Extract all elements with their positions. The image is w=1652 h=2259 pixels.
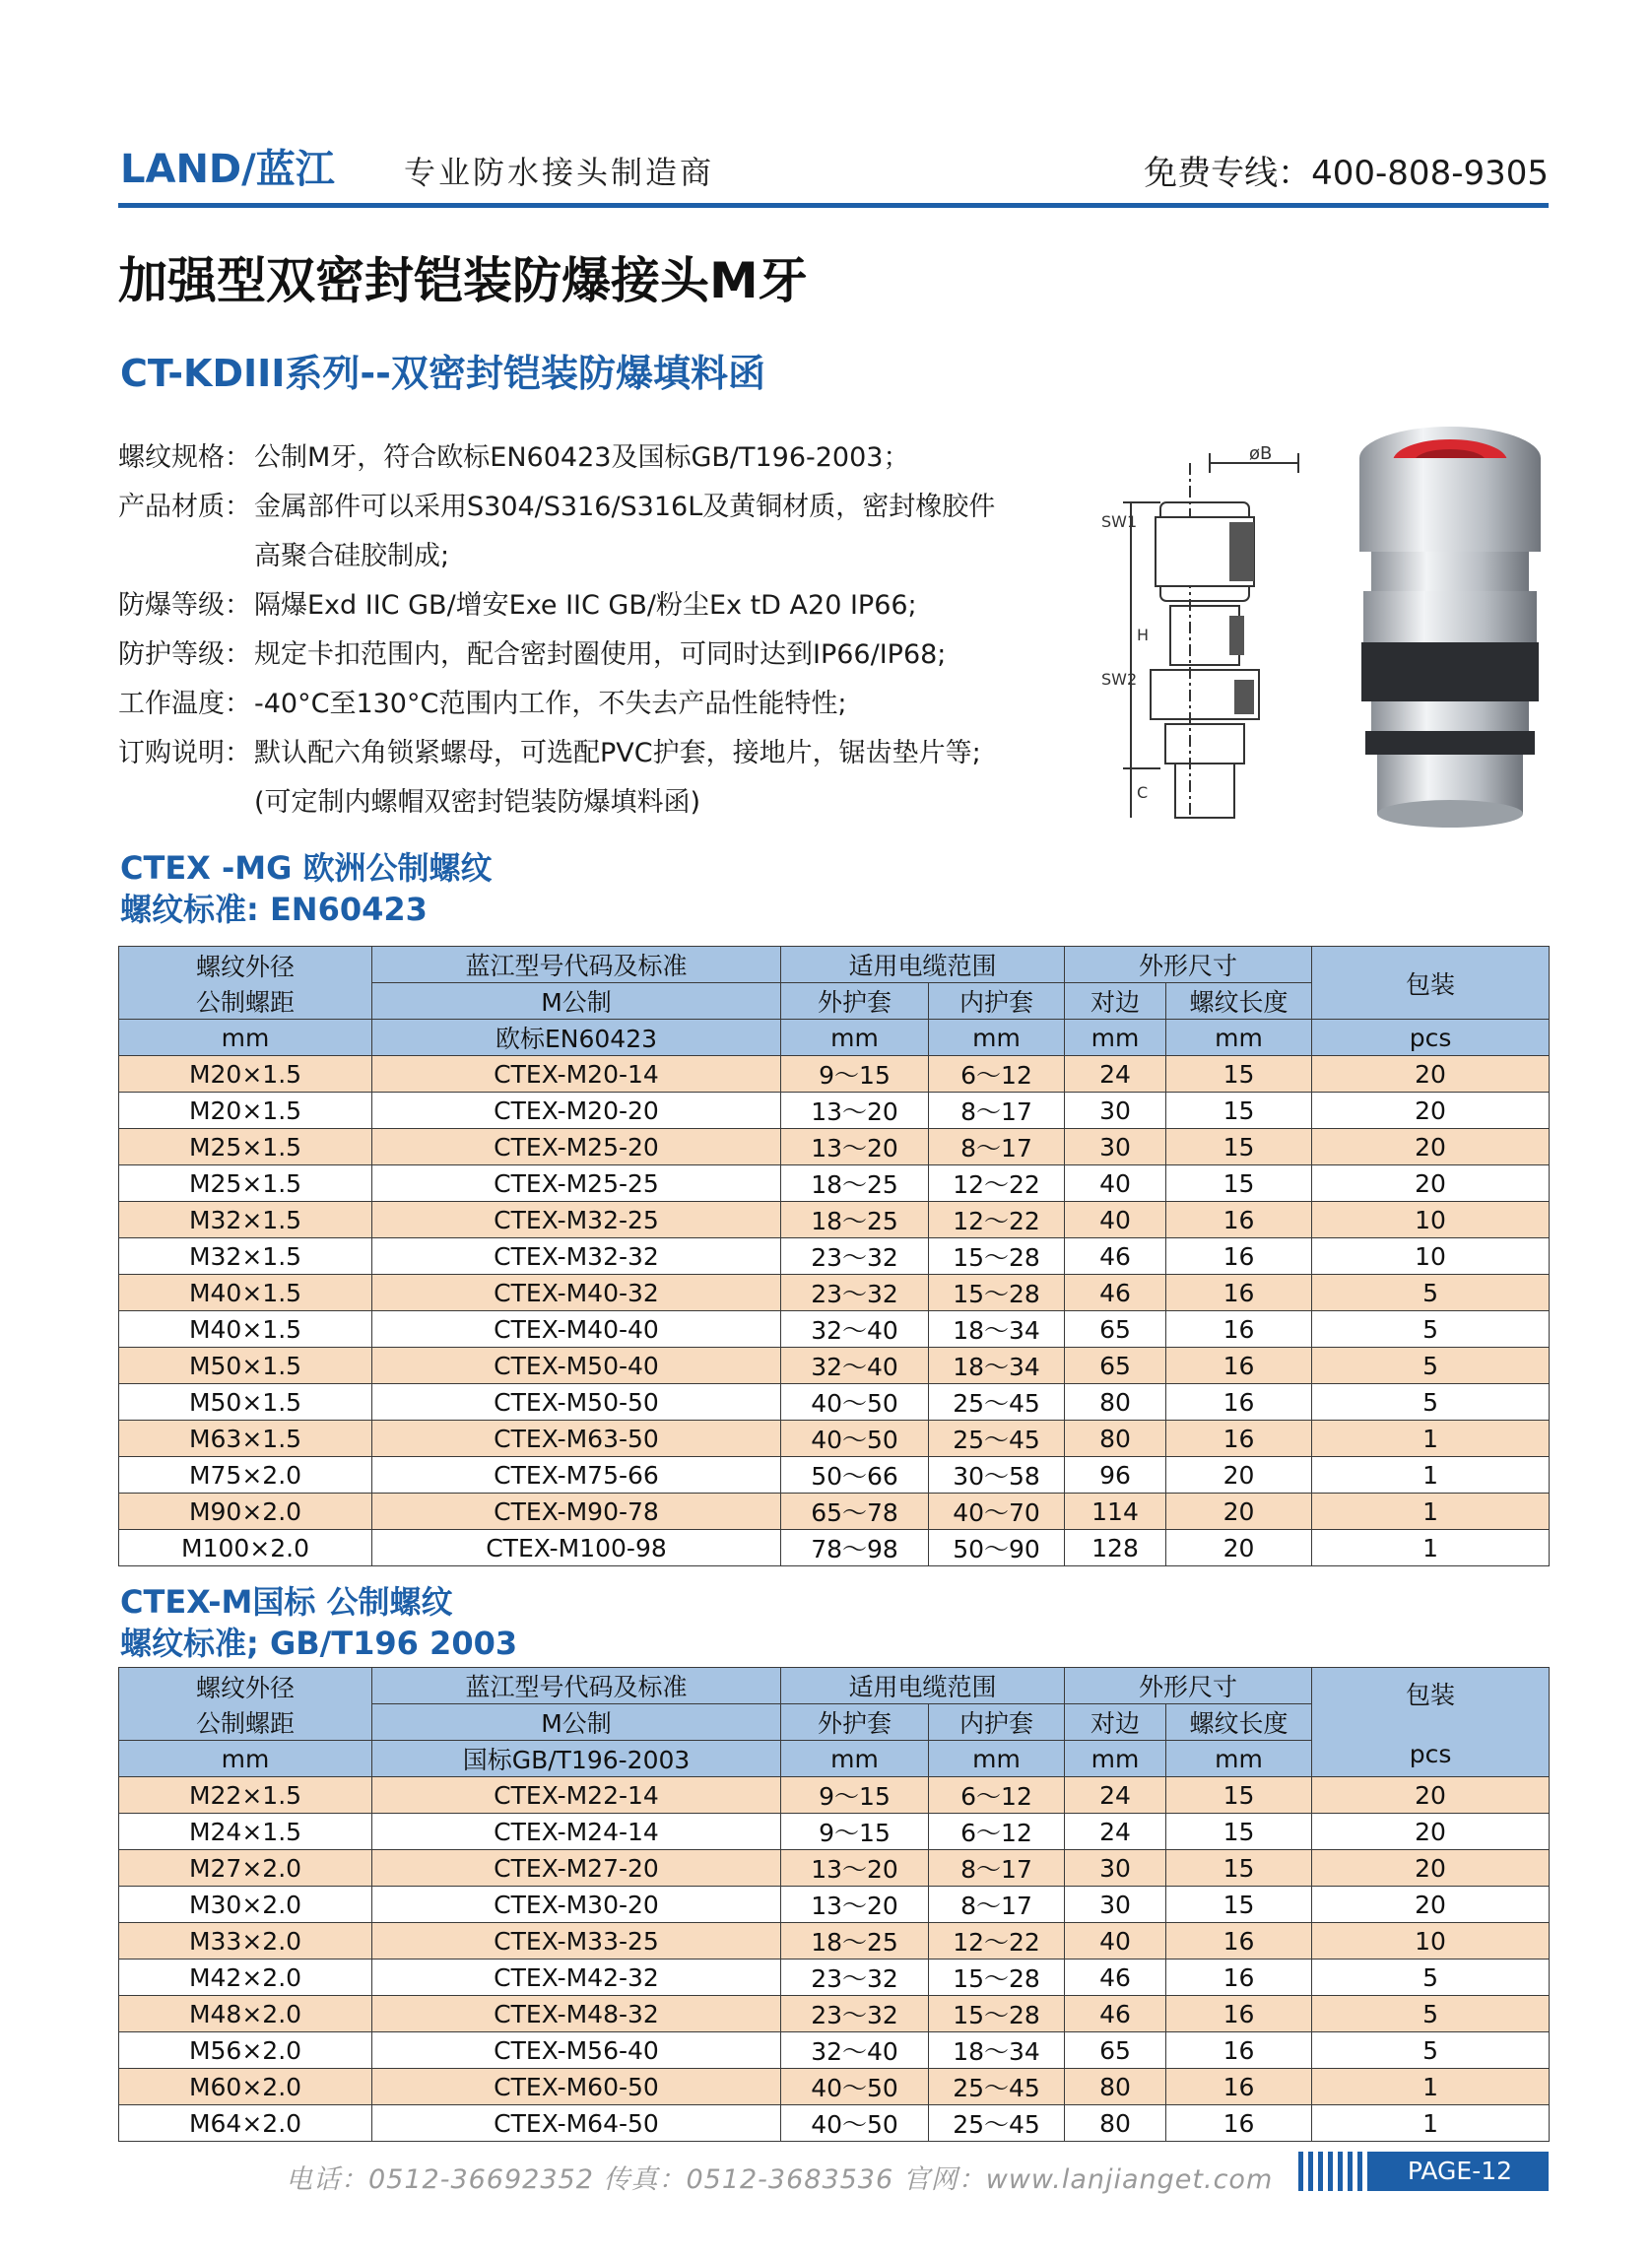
table-cell: 20 xyxy=(1312,1887,1550,1923)
table-cell: 15 xyxy=(1166,1093,1312,1129)
table-cell: 24 xyxy=(1065,1056,1166,1093)
table-cell: 78～98 xyxy=(781,1530,929,1566)
table-cell: 20 xyxy=(1312,1850,1550,1887)
table-cell: 20 xyxy=(1166,1530,1312,1566)
table-cell: 20 xyxy=(1312,1777,1550,1814)
spec-item xyxy=(118,532,1054,581)
table1-body xyxy=(119,1056,1550,1566)
table-cell: M63×1.5 xyxy=(119,1421,372,1457)
table-cell: 18～25 xyxy=(781,1202,929,1238)
table-cell: CTEX-M40-40 xyxy=(372,1311,781,1348)
table-cell: 8～17 xyxy=(929,1850,1065,1887)
table1 xyxy=(118,946,1550,1566)
table-cell: 5 xyxy=(1312,1996,1550,2032)
table2-heading: CTEX-M国标 公制螺纹 xyxy=(120,1583,453,1621)
table-cell: 5 xyxy=(1312,1311,1550,1348)
spec-value: 金属部件可以采用S304/S316/S316L及黄铜材质，密封橡胶件 xyxy=(254,492,996,522)
table-cell: 15 xyxy=(1166,1887,1312,1923)
table-cell: 13～20 xyxy=(781,1887,929,1923)
th-cable-range: 适用电缆范围 xyxy=(781,947,1065,983)
table-cell: 9～15 xyxy=(781,1777,929,1814)
table-cell: CTEX-M24-14 xyxy=(372,1814,781,1850)
footer-bars xyxy=(1298,2152,1382,2191)
table-cell: 15 xyxy=(1166,1777,1312,1814)
table-cell: 8～17 xyxy=(929,1129,1065,1165)
table-cell: M22×1.5 xyxy=(119,1777,372,1814)
table-cell: 114 xyxy=(1065,1494,1166,1530)
table-cell: M25×1.5 xyxy=(119,1129,372,1165)
spec-item xyxy=(118,483,1054,532)
table-cell: M30×2.0 xyxy=(119,1887,372,1923)
spec-value: (可定制内螺帽双密封铠装防爆填料函) xyxy=(254,787,701,818)
table-cell: 23～32 xyxy=(781,1960,929,1996)
table-row xyxy=(119,1960,1550,1996)
table-cell: 13～20 xyxy=(781,1093,929,1129)
table-cell: CTEX-M50-40 xyxy=(372,1348,781,1384)
table-cell: 32～40 xyxy=(781,1311,929,1348)
table-cell: CTEX-M22-14 xyxy=(372,1777,781,1814)
th-pack: 包装 xyxy=(1312,947,1550,1020)
table-cell: CTEX-M30-20 xyxy=(372,1887,781,1923)
th-across: 对边 xyxy=(1065,983,1166,1020)
th-unit: mm xyxy=(781,1020,929,1056)
h-label: H xyxy=(1137,626,1150,644)
table-cell: 23～32 xyxy=(781,1275,929,1311)
table-cell: M100×2.0 xyxy=(119,1530,372,1566)
th-inner: 内护套 xyxy=(929,1704,1065,1741)
table-row xyxy=(119,1996,1550,2032)
table-cell: CTEX-M63-50 xyxy=(372,1421,781,1457)
spec-label: 防爆等级： xyxy=(118,590,251,621)
table-cell: 80 xyxy=(1065,2105,1166,2142)
table-cell: 5 xyxy=(1312,2032,1550,2069)
spec-value: -40°C至130°C范围内工作，不失去产品性能特性; xyxy=(254,689,847,719)
th-unit: mm xyxy=(1166,1020,1312,1056)
c-label: C xyxy=(1137,783,1149,802)
th-cable-range: 适用电缆范围 xyxy=(781,1668,1065,1704)
table-cell: M90×2.0 xyxy=(119,1494,372,1530)
table-cell: 5 xyxy=(1312,1275,1550,1311)
table-cell: 80 xyxy=(1065,1421,1166,1457)
table-cell: 50～66 xyxy=(781,1457,929,1494)
table-cell: 15～28 xyxy=(929,1238,1065,1275)
table-cell: 40～50 xyxy=(781,2105,929,2142)
table-cell: 1 xyxy=(1312,1457,1550,1494)
spec-label xyxy=(118,778,254,828)
th-unit: mm xyxy=(781,1741,929,1777)
table-cell: 16 xyxy=(1166,1348,1312,1384)
table-cell: CTEX-M48-32 xyxy=(372,1996,781,2032)
table-cell: 9～15 xyxy=(781,1814,929,1850)
table-cell: 24 xyxy=(1065,1777,1166,1814)
table-row xyxy=(119,1056,1550,1093)
table-cell: CTEX-M42-32 xyxy=(372,1960,781,1996)
table-cell: 65 xyxy=(1065,1311,1166,1348)
slogan: 专业防水接头制造商 xyxy=(404,154,715,191)
table-cell: 20 xyxy=(1312,1814,1550,1850)
table-cell: 20 xyxy=(1166,1457,1312,1494)
table-cell: 20 xyxy=(1312,1093,1550,1129)
th-standard: 国标GB/T196-2003 xyxy=(372,1741,781,1777)
table-cell: CTEX-M25-25 xyxy=(372,1165,781,1202)
spec-list xyxy=(118,433,1054,828)
th-metric: M公制 xyxy=(372,983,781,1020)
spec-item xyxy=(118,631,1054,680)
table2-standard-heading: 螺纹标准; GB/T196 2003 xyxy=(120,1625,518,1662)
th-across: 对边 xyxy=(1065,1704,1166,1741)
cable-gland-photo xyxy=(1352,424,1549,837)
table-cell: 16 xyxy=(1166,1923,1312,1960)
table-cell: CTEX-M20-20 xyxy=(372,1093,781,1129)
table-cell: 25～45 xyxy=(929,1421,1065,1457)
sw2-label: SW2 xyxy=(1101,670,1138,689)
table-cell: 16 xyxy=(1166,1238,1312,1275)
table-row xyxy=(119,1093,1550,1129)
table-cell: 16 xyxy=(1166,2032,1312,2069)
th-thread: 螺纹外径 公制螺距 xyxy=(119,1668,372,1741)
table-cell: CTEX-M33-25 xyxy=(372,1923,781,1960)
page-title: 加强型双密封铠装防爆接头M牙 xyxy=(118,252,808,309)
table-row xyxy=(119,1887,1550,1923)
th-unit: mm xyxy=(1065,1020,1166,1056)
table-cell: 1 xyxy=(1312,2105,1550,2142)
spec-item xyxy=(118,778,1054,828)
table-cell: 46 xyxy=(1065,1275,1166,1311)
table-cell: 96 xyxy=(1065,1457,1166,1494)
table-cell: 40～50 xyxy=(781,2069,929,2105)
table-cell: 25～45 xyxy=(929,1384,1065,1421)
table-cell: 15 xyxy=(1166,1165,1312,1202)
table1-heading: CTEX -MG 欧洲公制螺纹 xyxy=(120,849,493,887)
table-cell: M33×2.0 xyxy=(119,1923,372,1960)
table-cell: 15 xyxy=(1166,1056,1312,1093)
table-cell: 15～28 xyxy=(929,1996,1065,2032)
table-row xyxy=(119,2105,1550,2142)
table-cell: 16 xyxy=(1166,1311,1312,1348)
table-cell: CTEX-M32-32 xyxy=(372,1238,781,1275)
spec-value: 隔爆Exd IIC GB/增安Exe IIC GB/粉尘Ex tD A20 IP66; xyxy=(254,590,917,621)
table-cell: 24 xyxy=(1065,1814,1166,1850)
table-cell: 25～45 xyxy=(929,2069,1065,2105)
table-cell: M32×1.5 xyxy=(119,1238,372,1275)
table-cell: 8～17 xyxy=(929,1887,1065,1923)
th-thread: 螺纹外径 公制螺距 xyxy=(119,947,372,1020)
table-row xyxy=(119,1530,1550,1566)
table-cell: CTEX-M64-50 xyxy=(372,2105,781,2142)
table-cell: 40 xyxy=(1065,1165,1166,1202)
table1-standard-heading: 螺纹标准: EN60423 xyxy=(120,891,428,928)
table-cell: 50～90 xyxy=(929,1530,1065,1566)
th-unit: pcs xyxy=(1312,1020,1550,1056)
table-cell: 15～28 xyxy=(929,1275,1065,1311)
table-row xyxy=(119,1777,1550,1814)
table-cell: 15 xyxy=(1166,1129,1312,1165)
table-row xyxy=(119,1165,1550,1202)
table-cell: 30 xyxy=(1065,1129,1166,1165)
hotline: 免费专线：400-808-9305 xyxy=(1144,154,1549,193)
table-row xyxy=(119,1275,1550,1311)
spec-label xyxy=(118,532,254,581)
table-cell: CTEX-M27-20 xyxy=(372,1850,781,1887)
table-row xyxy=(119,1129,1550,1165)
table-cell: 12～22 xyxy=(929,1202,1065,1238)
table-cell: 16 xyxy=(1166,1384,1312,1421)
th-unit: mm xyxy=(929,1741,1065,1777)
table-cell: 1 xyxy=(1312,1530,1550,1566)
table-row xyxy=(119,2069,1550,2105)
table-cell: 32～40 xyxy=(781,1348,929,1384)
table-cell: 40～70 xyxy=(929,1494,1065,1530)
table-cell: M48×2.0 xyxy=(119,1996,372,2032)
table-cell: 12～22 xyxy=(929,1165,1065,1202)
table-cell: 13～20 xyxy=(781,1129,929,1165)
th-model: 蓝江型号代码及标准 xyxy=(372,947,781,983)
table-cell: 32～40 xyxy=(781,2032,929,2069)
table-cell: M40×1.5 xyxy=(119,1311,372,1348)
th-dims: 外形尺寸 xyxy=(1065,1668,1312,1704)
th-inner: 内护套 xyxy=(929,983,1065,1020)
table-cell: M64×2.0 xyxy=(119,2105,372,2142)
table-cell: M50×1.5 xyxy=(119,1384,372,1421)
spec-label: 工作温度： xyxy=(118,689,251,719)
table-cell: M42×2.0 xyxy=(119,1960,372,1996)
table-row xyxy=(119,1494,1550,1530)
table-cell: 6～12 xyxy=(929,1056,1065,1093)
spec-item xyxy=(118,680,1054,729)
th-outer: 外护套 xyxy=(781,983,929,1020)
table-cell: M60×2.0 xyxy=(119,2069,372,2105)
table-cell: 30～58 xyxy=(929,1457,1065,1494)
th-outer: 外护套 xyxy=(781,1704,929,1741)
table-cell: M32×1.5 xyxy=(119,1202,372,1238)
table-row xyxy=(119,1238,1550,1275)
table-cell: 30 xyxy=(1065,1093,1166,1129)
table-cell: CTEX-M50-50 xyxy=(372,1384,781,1421)
table-cell: M56×2.0 xyxy=(119,2032,372,2069)
table-cell: 16 xyxy=(1166,1421,1312,1457)
table-cell: 15 xyxy=(1166,1814,1312,1850)
th-dims: 外形尺寸 xyxy=(1065,947,1312,983)
table-cell: 16 xyxy=(1166,1275,1312,1311)
th-thread-len: 螺纹长度 xyxy=(1166,1704,1312,1741)
th-unit: mm xyxy=(119,1741,372,1777)
table-cell: 40 xyxy=(1065,1202,1166,1238)
spec-label: 螺纹规格： xyxy=(118,442,251,473)
table-cell: 6～12 xyxy=(929,1814,1065,1850)
table-row xyxy=(119,1421,1550,1457)
table-cell: 23～32 xyxy=(781,1238,929,1275)
table-cell: 10 xyxy=(1312,1923,1550,1960)
spec-item xyxy=(118,433,1054,483)
table-cell: 5 xyxy=(1312,1384,1550,1421)
table-cell: 20 xyxy=(1312,1129,1550,1165)
table-cell: M50×1.5 xyxy=(119,1348,372,1384)
table-row xyxy=(119,1202,1550,1238)
table-cell: M20×1.5 xyxy=(119,1093,372,1129)
table-cell: 46 xyxy=(1065,1960,1166,1996)
table-cell: 46 xyxy=(1065,1996,1166,2032)
th-model: 蓝江型号代码及标准 xyxy=(372,1668,781,1704)
table-cell: CTEX-M25-20 xyxy=(372,1129,781,1165)
spec-item xyxy=(118,581,1054,631)
table-cell: CTEX-M90-78 xyxy=(372,1494,781,1530)
header-rule xyxy=(118,203,1549,208)
table-cell: 40～50 xyxy=(781,1421,929,1457)
table-row xyxy=(119,1923,1550,1960)
table-cell: M75×2.0 xyxy=(119,1457,372,1494)
table-cell: 23～32 xyxy=(781,1996,929,2032)
table2 xyxy=(118,1667,1550,2142)
table-cell: 30 xyxy=(1065,1887,1166,1923)
table-cell: 18～34 xyxy=(929,2032,1065,2069)
table-row xyxy=(119,1814,1550,1850)
table-cell: 18～25 xyxy=(781,1923,929,1960)
table-cell: 16 xyxy=(1166,2069,1312,2105)
table-cell: 6～12 xyxy=(929,1777,1065,1814)
table2-body xyxy=(119,1777,1550,2142)
table-cell: 30 xyxy=(1065,1850,1166,1887)
page-subtitle: CT-KDIII系列--双密封铠装防爆填料函 xyxy=(120,352,765,395)
table-cell: CTEX-M20-14 xyxy=(372,1056,781,1093)
table-cell: CTEX-M75-66 xyxy=(372,1457,781,1494)
table-row xyxy=(119,1850,1550,1887)
table-cell: 5 xyxy=(1312,1348,1550,1384)
spec-value: 规定卡扣范围内，配合密封圈使用，可同时达到IP66/IP68; xyxy=(254,639,947,670)
table-cell: 5 xyxy=(1312,1960,1550,1996)
table-row xyxy=(119,1384,1550,1421)
table-cell: M40×1.5 xyxy=(119,1275,372,1311)
table-cell: 16 xyxy=(1166,1202,1312,1238)
spec-label: 防护等级： xyxy=(118,639,251,670)
table-cell: 20 xyxy=(1312,1056,1550,1093)
brand-logo-text: LAND/蓝江 xyxy=(120,147,335,192)
spec-value: 高聚合硅胶制成; xyxy=(254,541,450,571)
table-cell: 20 xyxy=(1312,1165,1550,1202)
th-unit: mm xyxy=(1065,1741,1166,1777)
footer-contact: 电话：0512-36692352 传真：0512-3683536 官网：www.lanjianget.com xyxy=(286,2164,1274,2195)
table-cell: 12～22 xyxy=(929,1923,1065,1960)
cable-gland-drawing xyxy=(1101,443,1328,828)
table-cell: M27×2.0 xyxy=(119,1850,372,1887)
spec-label: 产品材质： xyxy=(118,492,251,522)
th-pack: 包装 pcs xyxy=(1312,1668,1550,1777)
table-cell: 18～34 xyxy=(929,1348,1065,1384)
th-standard: 欧标EN60423 xyxy=(372,1020,781,1056)
table-cell: 20 xyxy=(1166,1494,1312,1530)
table-cell: 16 xyxy=(1166,2105,1312,2142)
th-metric: M公制 xyxy=(372,1704,781,1741)
diameter-label: øB xyxy=(1249,443,1273,464)
table-row xyxy=(119,1311,1550,1348)
table-cell: 80 xyxy=(1065,2069,1166,2105)
table-cell: 46 xyxy=(1065,1238,1166,1275)
table-cell: 40～50 xyxy=(781,1384,929,1421)
table-cell: CTEX-M60-50 xyxy=(372,2069,781,2105)
th-unit: mm xyxy=(1166,1741,1312,1777)
page-number: PAGE-12 xyxy=(1371,2152,1549,2191)
table-cell: 128 xyxy=(1065,1530,1166,1566)
table-cell: 1 xyxy=(1312,1494,1550,1530)
spec-item xyxy=(118,729,1054,778)
table-cell: 25～45 xyxy=(929,2105,1065,2142)
table-row xyxy=(119,2032,1550,2069)
table-row xyxy=(119,1348,1550,1384)
table-cell: 9～15 xyxy=(781,1056,929,1093)
table-cell: M24×1.5 xyxy=(119,1814,372,1850)
table-cell: 18～25 xyxy=(781,1165,929,1202)
table-cell: CTEX-M32-25 xyxy=(372,1202,781,1238)
table-cell: 1 xyxy=(1312,1421,1550,1457)
table-cell: CTEX-M40-32 xyxy=(372,1275,781,1311)
table-cell: 40 xyxy=(1065,1923,1166,1960)
sw1-label: SW1 xyxy=(1101,512,1138,531)
table-row xyxy=(119,1457,1550,1494)
table-cell: M20×1.5 xyxy=(119,1056,372,1093)
table-cell: 1 xyxy=(1312,2069,1550,2105)
table-cell: 15～28 xyxy=(929,1960,1065,1996)
table-cell: 8～17 xyxy=(929,1093,1065,1129)
table-cell: 13～20 xyxy=(781,1850,929,1887)
table-cell: 80 xyxy=(1065,1384,1166,1421)
spec-label: 订购说明： xyxy=(118,738,251,768)
table-cell: M25×1.5 xyxy=(119,1165,372,1202)
table-cell: 15 xyxy=(1166,1850,1312,1887)
th-unit: mm xyxy=(119,1020,372,1056)
table-cell: CTEX-M56-40 xyxy=(372,2032,781,2069)
table-cell: 65 xyxy=(1065,1348,1166,1384)
th-thread-len: 螺纹长度 xyxy=(1166,983,1312,1020)
table-cell: 10 xyxy=(1312,1202,1550,1238)
table-cell: 10 xyxy=(1312,1238,1550,1275)
table-cell: 18～34 xyxy=(929,1311,1065,1348)
table-cell: CTEX-M100-98 xyxy=(372,1530,781,1566)
table-cell: 16 xyxy=(1166,1996,1312,2032)
spec-value: 默认配六角锁紧螺母，可选配PVC护套，接地片，锯齿垫片等; xyxy=(254,738,981,768)
table-cell: 16 xyxy=(1166,1960,1312,1996)
th-unit: mm xyxy=(929,1020,1065,1056)
table-cell: 65～78 xyxy=(781,1494,929,1530)
spec-value: 公制M牙，符合欧标EN60423及国标GB/T196-2003； xyxy=(254,442,910,473)
table-cell: 65 xyxy=(1065,2032,1166,2069)
